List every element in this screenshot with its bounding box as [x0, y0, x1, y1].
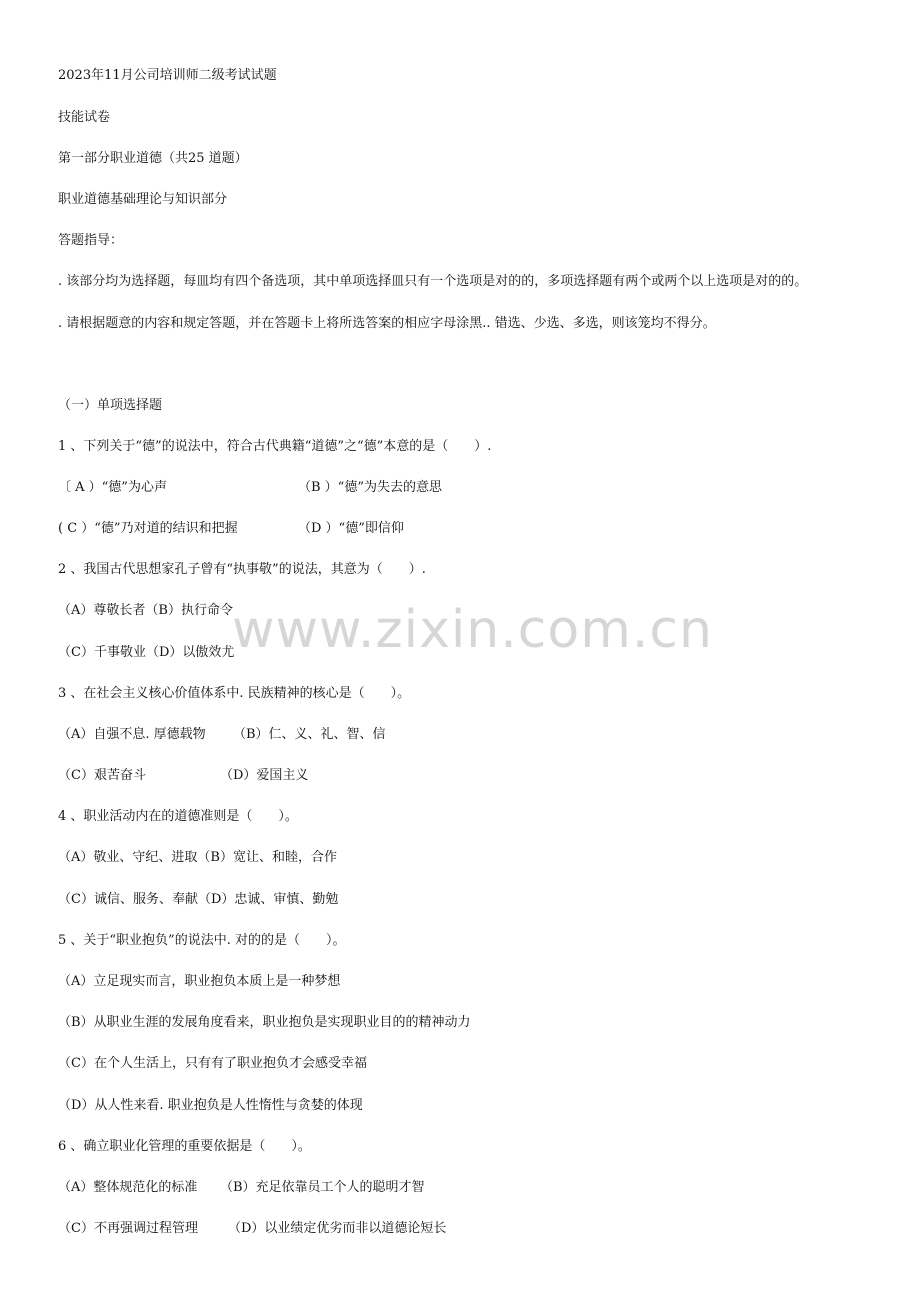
question-3-option-c: （C）艰苦奋斗 — [58, 768, 146, 783]
document-subtitle: 技能试卷 — [58, 110, 111, 125]
question-3-option-b: （B）仁、义、礼、智、信 — [233, 727, 386, 742]
question-3-option-d: （D）爱国主义 — [220, 768, 309, 783]
question-2-options-cd: （C）千事敬业（D）以傲效尤 — [58, 645, 235, 660]
question-6-option-c: （C）不再强调过程管理 — [58, 1221, 198, 1236]
guide-item-2: . 请根据题意的内容和规定答题，并在答题卡上将所选答案的相应字母涂黑.. 错选、少选、多选，则该笼均不得分。 — [58, 316, 716, 331]
question-1-option-c: ( C ）“德”乃对道的结识和把握 — [58, 521, 238, 536]
question-6-option-d: （D）以业绩定优劣而非以道德论短长 — [228, 1221, 447, 1236]
question-5-option-c: （C）在个人生活上，只有有了职业抱负才会感受幸福 — [58, 1056, 367, 1071]
document-title: 2023年11月公司培训师二级考试试题 — [58, 68, 277, 83]
question-3-stem: 3 、在社会主义核心价值体系中. 民族精神的核心是（ ）。 — [58, 686, 411, 701]
section-heading: 职业道德基础理论与知识部分 — [58, 192, 228, 207]
part-heading: 第一部分职业道德（共25 道题） — [58, 151, 248, 166]
question-5-option-a: （A）立足现实而言，职业抱负本质上是一种梦想 — [58, 974, 341, 989]
question-5-stem: 5 、关于“职业抱负”的说法中. 对的的是（ ）。 — [58, 933, 346, 948]
question-2-options-ab: （A）尊敬长者（B）执行命令 — [58, 603, 233, 618]
question-1-option-a: 〔 A ）“德”为心声 — [58, 480, 167, 495]
question-4-options-ab: （A）敬业、守纪、进取（B）宽让、和睦，合作 — [58, 850, 337, 865]
single-choice-heading: （一）单项选择题 — [58, 398, 163, 413]
question-4-options-cd: （C）诚信、服务、奉献（D）忠诚、审慎、勤勉 — [58, 892, 339, 907]
question-2-stem: 2 、我国古代思想家孔子曾有“执事敬”的说法，其意为（ ）. — [58, 562, 426, 577]
question-5-option-b: （B）从职业生涯的发展角度看来，职业抱负是实现职业目的的精神动力 — [58, 1015, 471, 1030]
guide-label: 答题指导： — [58, 233, 124, 248]
question-6-stem: 6 、确立职业化管理的重要依据是（ ）。 — [58, 1139, 311, 1154]
question-1-stem: 1 、下列关于“德”的说法中，符合古代典籍“道德”之“德”本意的是（ ）. — [58, 439, 492, 454]
guide-item-1: . 该部分均为选择题，每皿均有四个备选项，其中单项选择皿只有一个选项是对的的，多项选择题有两个或两个以上选项是对的的。 — [58, 274, 808, 289]
watermark-text: www.zixin.com.cn — [232, 600, 713, 660]
question-1-option-d: （D ）“德”即信仰 — [298, 521, 404, 536]
question-3-option-a: （A）自强不息. 厚德载物 — [58, 727, 206, 742]
question-4-stem: 4 、职业活动内在的道德准则是（ ）。 — [58, 809, 298, 824]
question-5-option-d: （D）从人性来看. 职业抱负是人性惰性与贪婪的体现 — [58, 1098, 363, 1113]
question-6-option-a: （A）整体规范化的标准 — [58, 1180, 198, 1195]
question-6-option-b: （B）充足依靠员工个人的聪明才智 — [220, 1180, 425, 1195]
question-1-option-b: （B ）“德”为失去的意思 — [298, 480, 442, 495]
